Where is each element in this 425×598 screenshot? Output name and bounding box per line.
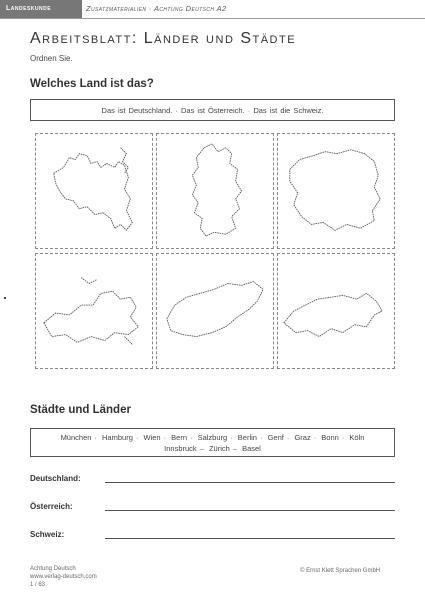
poland-map-outline [278,134,394,248]
header-rule [0,18,425,19]
answer-label-schweiz: Schweiz: [30,530,65,539]
page-header [0,0,425,18]
series-label: Zusatzmaterialien · Achtung Deutsch A2 [86,4,227,13]
map-cell-6[interactable] [277,253,395,369]
city-word: Berlin [237,433,257,442]
city-word: Hamburg [102,433,133,442]
category-tab: Landeskunde [0,0,82,18]
answer-line-schweiz[interactable] [105,538,395,539]
city-word: Innsbruck [164,444,197,453]
city-word: Salzburg [197,433,228,442]
footer-publisher [30,565,97,589]
country-wordbox: Das ist Deutschland. · Das ist Österreich. · Das ist die Schweiz. [30,99,395,121]
map-cell-2[interactable] [156,133,274,249]
city-row-1: München · Hamburg · Wien · Bern · Salzburg · Berlin · Genf · Graz · Bonn · Köln [60,433,365,442]
map-grid [35,133,395,369]
city-word: München [60,433,92,442]
city-word: Genf [267,433,284,442]
footer-copyright: © Ernst Klett Sprachen GmbH [300,568,381,574]
city-wordbox [30,428,395,457]
footer-publisher-url: www.verlag-deutsch.com [30,574,97,580]
footer-page-number: 1 / 63 [30,582,46,588]
answer-label-oesterreich: Österreich: [30,502,73,511]
austria-map-outline [36,254,152,368]
page-title: Arbeitsblatt: Länder und Städte [30,30,297,47]
map-cell-3[interactable] [277,133,395,249]
city-word: Basel [242,444,261,453]
answer-line-deutschland[interactable] [105,482,395,483]
city-word: Wien [143,433,161,442]
map-cell-4[interactable] [35,253,153,369]
answer-line-oesterreich[interactable] [105,510,395,511]
city-word: Köln [349,433,365,442]
switzerland-map-outline [278,254,394,368]
city-word: Bonn [321,433,339,442]
city-word: Zürich [208,444,230,453]
germany-map-outline [157,134,273,248]
margin-dot [4,297,6,299]
hungary-map-outline [157,254,273,368]
city-row-2: Innsbruck – Zürich – Basel [164,444,261,453]
map-cell-1[interactable] [35,133,153,249]
map-cell-5[interactable] [156,253,274,369]
footer-publisher-name: Achtung Deutsch [30,566,76,572]
answer-label-deutschland: Deutschland: [30,474,81,483]
section-heading-countries: Welches Land ist das? [30,78,154,90]
city-word: Bern [171,433,187,442]
belgium-map-outline [36,134,152,248]
section-heading-cities: Städte und Länder [30,404,131,416]
instruction-text: Ordnen Sie. [30,54,73,63]
city-word: Graz [294,433,311,442]
